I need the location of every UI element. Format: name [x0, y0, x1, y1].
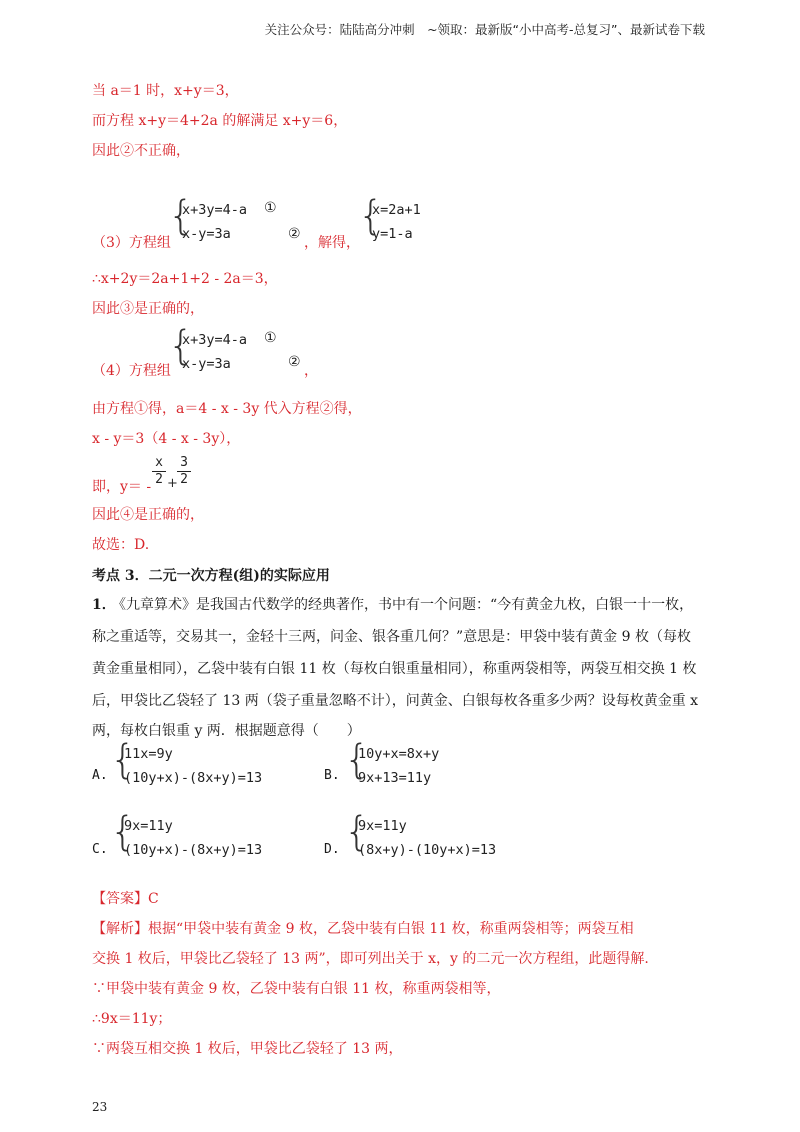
option-c-label: C. [92, 842, 108, 857]
brace-icon: { [344, 809, 370, 855]
option-d-eq-1: 9x=11y [358, 818, 407, 834]
option-c-system [110, 809, 310, 864]
item-4-label: （4）方程组 [92, 363, 171, 379]
fraction-1 [152, 455, 166, 487]
brace-icon: { [110, 737, 136, 783]
question-line-5: 两，每枚白银重 y 两．根据题意得（ ） [92, 723, 361, 739]
solution-line-3: 因此②不正确， [92, 143, 190, 159]
system-2-tail: ， [304, 363, 318, 379]
option-d-eq-2: (8x+y)-(10y+x)=13 [358, 842, 497, 858]
option-b-eq-2: 9x+13=11y [358, 770, 432, 786]
item-3-label: （3）方程组 [92, 235, 171, 251]
page-number: 23 [92, 1100, 108, 1114]
option-d-system [344, 809, 544, 864]
section-title: 考点 3．二元一次方程(组)的实际应用 [92, 568, 330, 584]
brace-icon: { [358, 193, 384, 239]
system-2-eq-1: x+3y=4-a [182, 332, 248, 348]
question-line-1: 《九章算术》是我国古代数学的经典著作，书中有一个问题：“今有黄金九枚，白银一十一枚， [112, 597, 694, 613]
circle-mark-2: ② [288, 226, 301, 242]
option-a-eq-1: 11x=9y [124, 746, 173, 762]
question-number: 1． [92, 597, 116, 613]
question-line-3: 黄金重量相同），乙袋中装有白银 11 枚（每枚白银重量相同），称重两袋相等，两袋互相交换 1 枚 [92, 661, 697, 677]
option-d-label: D. [324, 842, 340, 857]
option-a-system [110, 737, 310, 792]
solve-word: ，解得， [304, 235, 360, 251]
circle-mark-2: ② [288, 354, 301, 370]
system-1-eq-1: x+3y=4-a [182, 202, 248, 218]
brace-icon: { [168, 323, 194, 369]
solution-line-4: ∴x+2y＝2a+1+2 - 2a＝3， [92, 271, 278, 287]
answer-line: 【答案】C [92, 891, 159, 907]
analysis-line-2: 交换 1 枚后，甲袋比乙袋轻了 13 两”，即可列出关于 x，y 的二元一次方程组，此题得解. [92, 951, 649, 967]
solution-line-2: 而方程 x+y＝4+2a 的解满足 x+y＝6， [92, 113, 348, 129]
system-2-eq-2: x-y=3a [182, 356, 231, 372]
solution-line-8: 即，y＝ - [92, 479, 152, 495]
circle-mark-1: ① [264, 330, 277, 346]
page-header: 关注公众号：陆陆高分冲刺 ~领取：最新版“小中高考-总复习”、最新试卷下载 [264, 22, 705, 37]
option-b-system [344, 737, 494, 792]
solution-line-9: 因此④是正确的， [92, 507, 204, 523]
analysis-line-5: ∵两袋互相交换 1 枚后，甲袋比乙袋轻了 13 两， [92, 1041, 403, 1057]
analysis-line-3: ∵甲袋中装有黄金 9 枚，乙袋中装有白银 11 枚，称重两袋相等， [92, 981, 501, 997]
solution-line-5: 因此③是正确的， [92, 301, 204, 317]
fraction-1-numerator: x [155, 455, 163, 470]
circle-mark-1: ① [264, 200, 277, 216]
question-line-4: 后，甲袋比乙袋轻了 13 两（袋子重量忽略不计），问黄金、白银每枚各重多少两？设每枚黄金重 x [92, 693, 699, 709]
solution-line-10: 故选：D. [92, 537, 150, 553]
option-b-eq-1: 10y+x=8x+y [358, 746, 440, 762]
question-line-2: 称之重适等，交易其一，金轻十三两，问金、银各重几何？”意思是：甲袋中装有黄金 9 枚（每枚 [92, 629, 691, 645]
fraction-2-numerator: 3 [180, 455, 188, 470]
fraction-1-denominator: 2 [152, 471, 166, 487]
solution-line-6: 由方程①得，a＝4 - x - 3y 代入方程②得， [92, 401, 362, 417]
analysis-line-4: ∴9x＝11y； [92, 1011, 172, 1027]
system-1-eq-2: x-y=3a [182, 226, 231, 242]
option-c-eq-1: 9x=11y [124, 818, 173, 834]
solution-line-7: x - y＝3（4 - x - 3y）， [92, 431, 241, 447]
fraction-2 [177, 455, 191, 487]
option-a-eq-2: (10y+x)-(8x+y)=13 [124, 770, 263, 786]
option-c-eq-2: (10y+x)-(8x+y)=13 [124, 842, 263, 858]
fraction-plus: + [167, 476, 178, 491]
option-b-label: B. [324, 768, 340, 783]
analysis-line-1: 【解析】根据“甲袋中装有黄金 9 枚，乙袋中装有白银 11 枚，称重两袋相等；两袋互相 [92, 921, 634, 937]
solution-eq-1: x=2a+1 [372, 202, 421, 218]
brace-icon: { [168, 193, 194, 239]
solution-eq-2: y=1-a [372, 226, 413, 242]
brace-icon: { [344, 737, 370, 783]
solution-system [358, 193, 438, 248]
option-a-label: A. [92, 768, 108, 783]
fraction-2-denominator: 2 [177, 471, 191, 487]
brace-icon: { [110, 809, 136, 855]
solution-line-1: 当 a＝1 时，x+y＝3， [92, 83, 239, 99]
